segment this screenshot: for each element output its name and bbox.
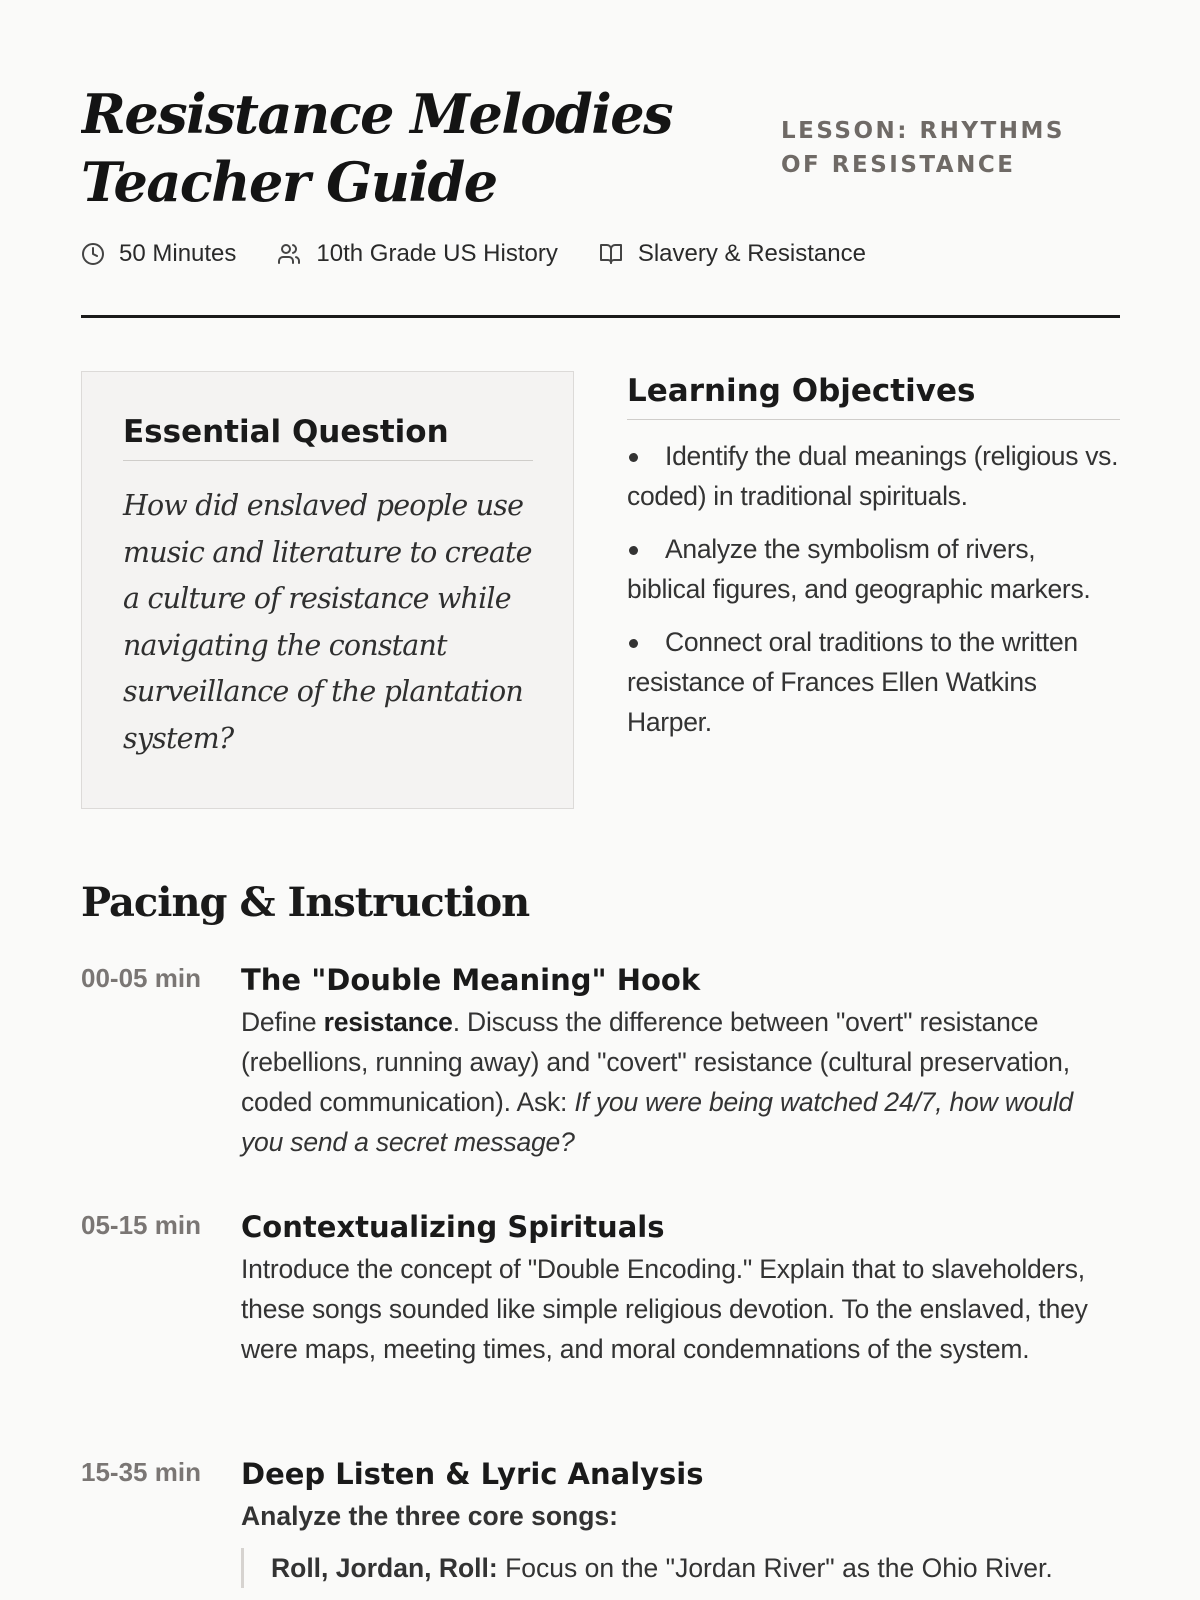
title-line-1: Resistance Melodies — [81, 82, 672, 146]
step-text: Introduce the concept of "Double Encoding." Explain that to slaveholders, these songs sounded like simple religious devotion. To the enslaved, they were maps, meeting times, and moral condemnations of the system. — [241, 1254, 1088, 1364]
lesson-tag: LESSON: RHYTHMS OF RESISTANCE — [781, 118, 1065, 178]
song-title: Roll, Jordan, Roll: — [271, 1553, 498, 1583]
step-text-question: If you were being watched 24/7, how would you send a secret message? — [241, 1087, 1073, 1157]
meta-duration-label: 50 Minutes — [119, 240, 237, 267]
step-body — [241, 1205, 1120, 1369]
essential-question-heading: Essential Question — [123, 412, 533, 461]
step-body — [241, 1452, 1120, 1588]
step-text — [241, 1002, 1120, 1162]
book-icon — [598, 242, 624, 266]
step-body — [241, 958, 1120, 1162]
objectives-list — [627, 436, 1120, 742]
objective-item: Connect oral traditions to the written resistance of Frances Ellen Watkins Harper. — [627, 622, 1120, 742]
meta-duration — [81, 240, 236, 268]
step-title: Contextualizing Spirituals — [241, 1210, 665, 1244]
step-text-part: . Discuss the difference between "overt" resistance (rebellions, running away) and "covert" resistance (cultural preservation, coded communication). Ask: — [241, 1007, 1070, 1117]
title-line-2: Teacher Guide — [81, 150, 497, 214]
lesson-meta — [81, 240, 906, 268]
step-time: 05-15 min — [81, 1210, 201, 1240]
users-icon — [276, 242, 302, 266]
learning-objectives-heading: Learning Objectives — [627, 371, 1120, 420]
step-text-bold: resistance — [323, 1007, 453, 1037]
learning-objectives — [627, 371, 1120, 755]
teacher-guide-page — [81, 0, 1120, 1600]
step-title: The "Double Meaning" Hook — [241, 963, 701, 997]
step-time: 15-35 min — [81, 1457, 201, 1487]
page-header — [81, 0, 1120, 318]
step-time: 00-05 min — [81, 963, 201, 993]
step-subhead: Analyze the three core songs: — [241, 1501, 618, 1531]
essential-question-text: How did enslaved people use music and literature to create a culture of resistance while navigating the constant surveillance of the plantation system? — [123, 489, 532, 755]
objective-item: Identify the dual meanings (religious vs. coded) in traditional spirituals. — [627, 436, 1120, 516]
step-title: Deep Listen & Lyric Analysis — [241, 1457, 704, 1491]
essential-question-box — [81, 371, 574, 809]
song-text: Focus on the "Jordan River" as the Ohio River. — [497, 1553, 1053, 1583]
page-title — [81, 80, 721, 216]
meta-audience-label: 10th Grade US History — [316, 240, 558, 267]
meta-audience — [276, 240, 557, 268]
objective-item: Analyze the symbolism of rivers, biblical figures, and geographic markers. — [627, 529, 1120, 609]
step-text-part: Define — [241, 1007, 324, 1037]
clock-icon — [81, 242, 105, 266]
song-analysis — [241, 1548, 1120, 1588]
pacing-heading: Pacing & Instruction — [81, 879, 530, 926]
meta-topic — [598, 240, 866, 268]
meta-topic-label: Slavery & Resistance — [637, 240, 866, 267]
